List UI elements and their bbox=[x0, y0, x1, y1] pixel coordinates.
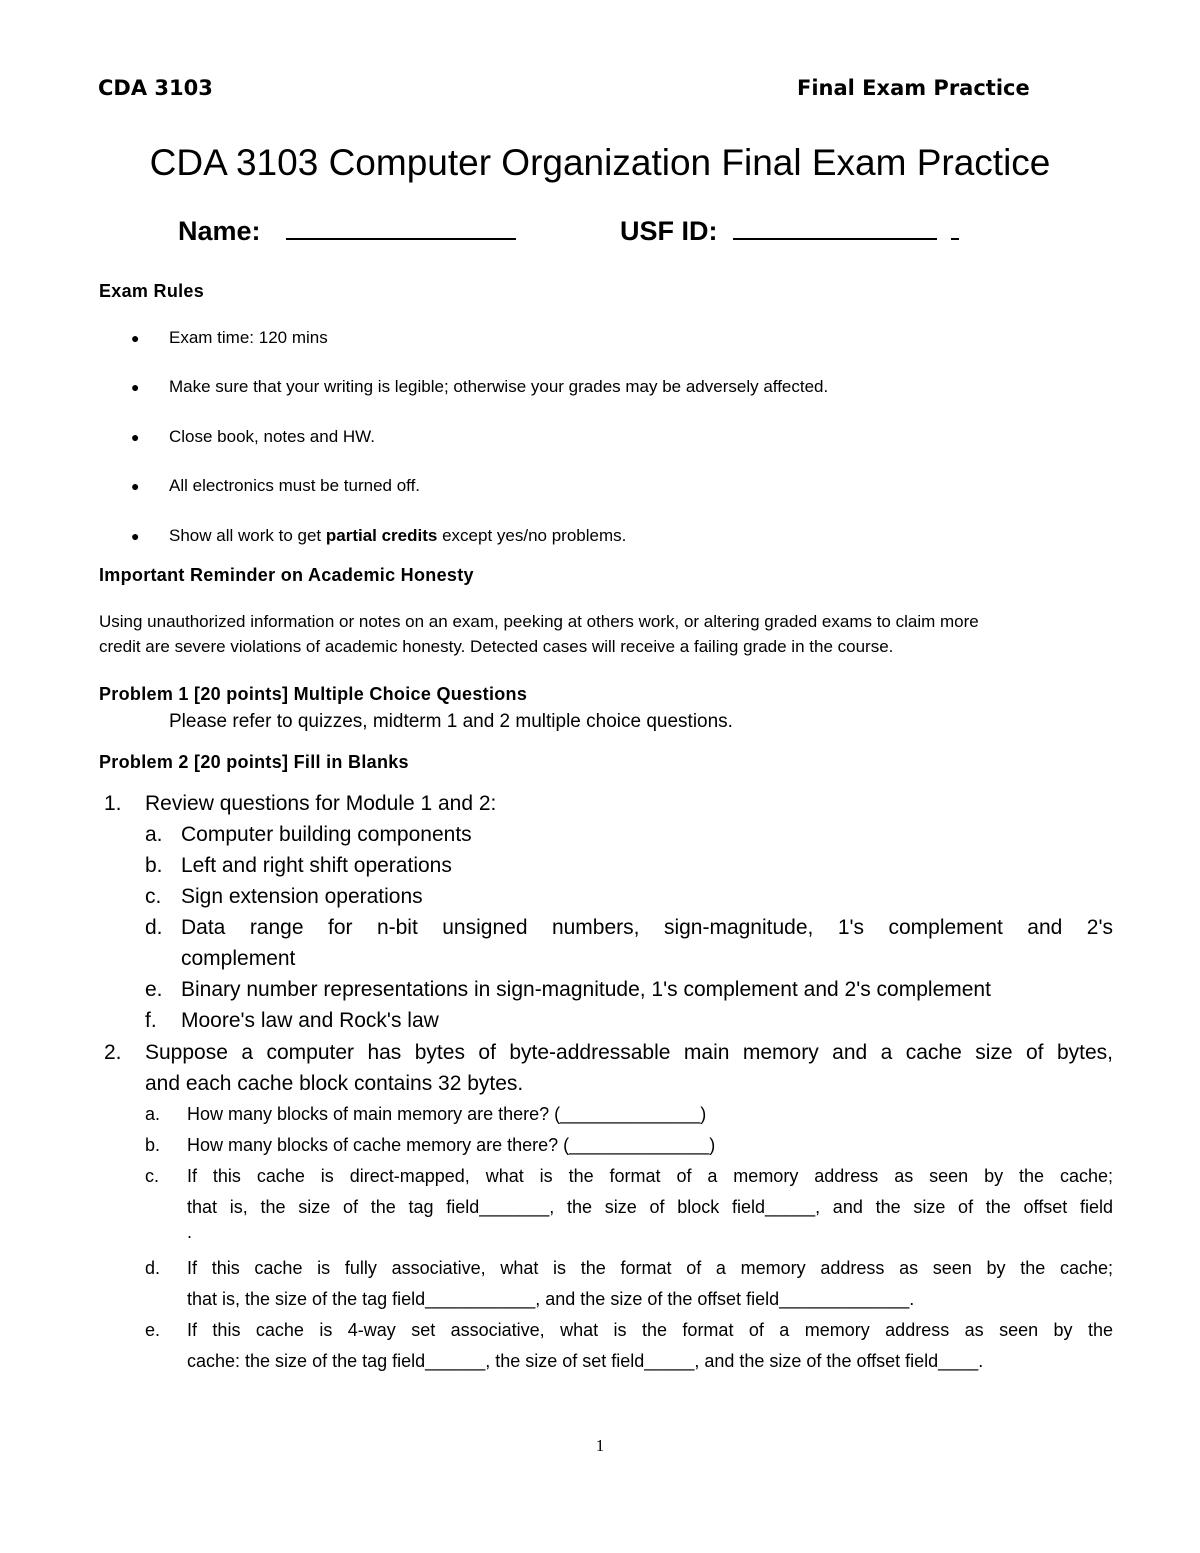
rule-item: All electronics must be turned off. bbox=[169, 476, 421, 495]
rule-item-text: except yes/no problems. bbox=[437, 526, 627, 545]
honesty-paragraph-line: credit are severe violations of academic honesty. Detected cases will receive a failing grade in the course. bbox=[99, 637, 894, 656]
list-item-continuation: complement bbox=[181, 947, 296, 970]
question-text: Review questions for Module 1 and 2: bbox=[145, 792, 497, 815]
item-letter: a. bbox=[145, 1104, 161, 1124]
list-item: Computer building components bbox=[181, 823, 472, 846]
list-item: Sign extension operations bbox=[181, 885, 423, 908]
item-letter: d. bbox=[145, 1258, 161, 1278]
item-letter: c. bbox=[145, 1166, 160, 1186]
list-item: Moore's law and Rock's law bbox=[181, 1009, 439, 1032]
item-letter: d. bbox=[145, 916, 163, 939]
list-item: Binary number representations in sign-magnitude, 1's complement and 2's complement bbox=[181, 978, 991, 1001]
list-item: Left and right shift operations bbox=[181, 854, 452, 877]
rule-item-emphasis: partial credits bbox=[325, 526, 438, 545]
honesty-heading: Important Reminder on Academic Honesty bbox=[99, 565, 474, 585]
rule-item: Close book, notes and HW. bbox=[169, 427, 376, 446]
list-item: that is, the size of the tag field___________, and the size of the offset field_____________. bbox=[187, 1289, 915, 1309]
honesty-paragraph-line: Using unauthorized information or notes on an exam, peeking at others work, or altering graded exams to claim more bbox=[99, 612, 979, 631]
list-item: cache: the size of the tag field______, the size of set field_____, and the size of the offset field____. bbox=[187, 1351, 984, 1371]
question-number: 2. bbox=[104, 1041, 122, 1064]
problem1-text: Please refer to quizzes, midterm 1 and 2 multiple choice questions. bbox=[169, 711, 733, 732]
list-item: . bbox=[187, 1222, 193, 1242]
list-item: How many blocks of main memory are there? (______________) bbox=[187, 1104, 707, 1124]
id-blank-tail bbox=[951, 216, 959, 240]
item-letter: a. bbox=[145, 823, 163, 846]
rule-item bbox=[169, 526, 626, 546]
question-number: 1. bbox=[104, 792, 122, 815]
page-title: CDA 3103 Computer Organization Final Exam Practice bbox=[149, 142, 1051, 183]
problem2-heading: Problem 2 [20 points] Fill in Blanks bbox=[99, 752, 409, 772]
id-label: USF ID: bbox=[620, 216, 718, 246]
list-item: If this cache is 4-way set associative, what is the format of a memory address as seen by the bbox=[187, 1320, 1113, 1340]
item-letter: f. bbox=[145, 1009, 157, 1032]
list-item: If this cache is fully associative, what is the format of a memory address as seen by the cache; bbox=[187, 1258, 1113, 1278]
bullet-icon: ● bbox=[131, 429, 140, 445]
list-item: Data range for n-bit unsigned numbers, sign-magnitude, 1's complement and 2's bbox=[181, 916, 1113, 939]
item-letter: e. bbox=[145, 978, 163, 1001]
name-field bbox=[178, 216, 516, 247]
item-letter: b. bbox=[145, 1135, 161, 1155]
name-blank[interactable] bbox=[286, 216, 516, 240]
rule-item-text: Show all work to get bbox=[169, 526, 326, 545]
bullet-icon: ● bbox=[131, 330, 140, 346]
header-course: CDA 3103 bbox=[98, 76, 213, 100]
id-field bbox=[620, 216, 959, 247]
problem1-heading: Problem 1 [20 points] Multiple Choice Questions bbox=[99, 684, 528, 704]
name-label: Name: bbox=[178, 216, 261, 246]
id-blank[interactable] bbox=[733, 216, 937, 240]
bullet-icon: ● bbox=[131, 528, 140, 544]
item-letter: b. bbox=[145, 854, 163, 877]
rule-item: Exam time: 120 mins bbox=[169, 328, 328, 347]
header-doc-label: Final Exam Practice bbox=[797, 76, 1030, 100]
question-text: and each cache block contains 32 bytes. bbox=[145, 1072, 524, 1095]
item-letter: c. bbox=[145, 885, 162, 908]
bullet-icon: ● bbox=[131, 478, 140, 494]
list-item: If this cache is direct-mapped, what is the format of a memory address as seen by the cache; bbox=[187, 1166, 1113, 1186]
item-letter: e. bbox=[145, 1320, 161, 1340]
list-item: How many blocks of cache memory are there? (______________) bbox=[187, 1135, 716, 1155]
page-number: 1 bbox=[595, 1436, 605, 1455]
list-item: that is, the size of the tag field_______, the size of block field_____, and the size of the offset field bbox=[187, 1197, 1113, 1217]
exam-rules-heading: Exam Rules bbox=[99, 281, 205, 301]
bullet-icon: ● bbox=[131, 379, 140, 395]
question-text: Suppose a computer has bytes of byte-addressable main memory and a cache size of bytes, bbox=[145, 1041, 1113, 1064]
rule-item: Make sure that your writing is legible; otherwise your grades may be adversely affected. bbox=[169, 377, 829, 396]
